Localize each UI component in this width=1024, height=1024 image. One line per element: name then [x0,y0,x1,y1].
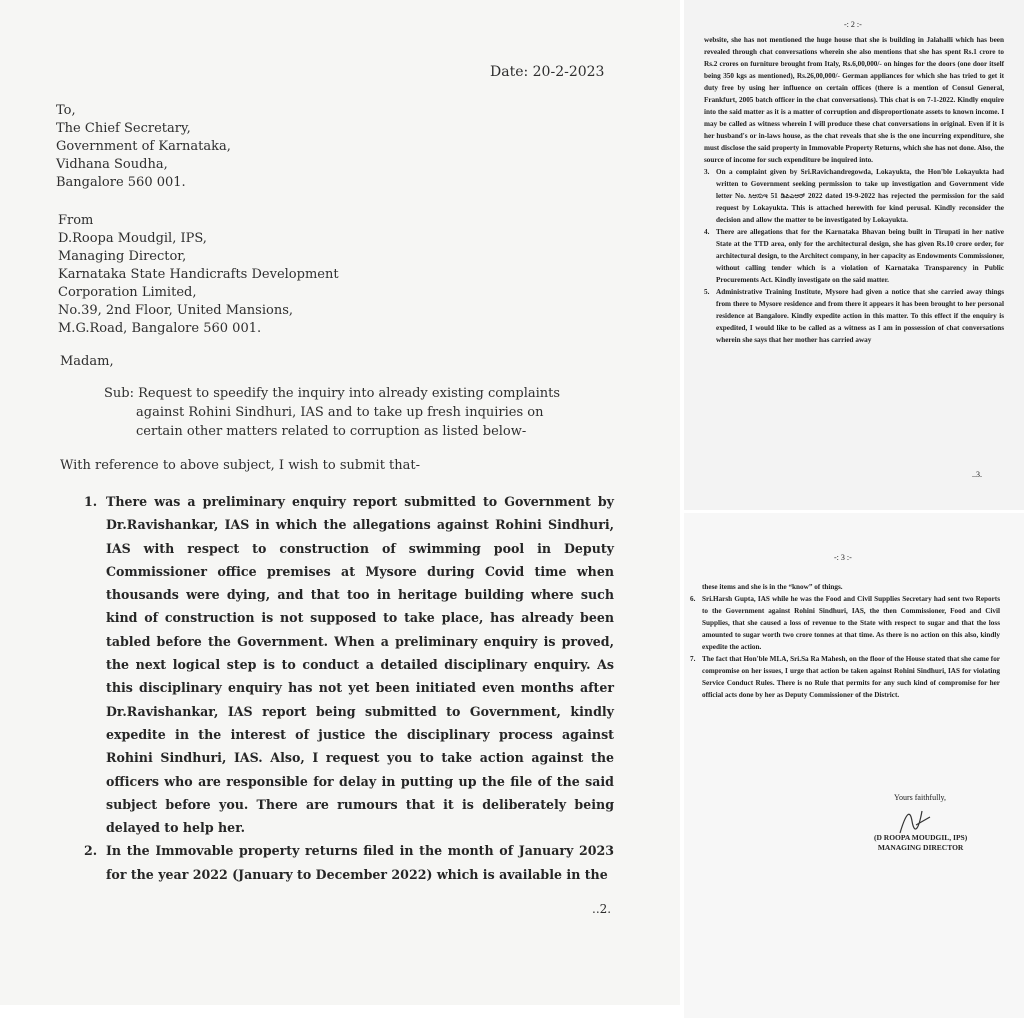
subject [104,384,564,441]
list-item [704,226,1004,286]
list-item [704,166,1004,226]
from-line: M.G.Road, Bangalore 560 001. [58,321,262,336]
point-text: In the Immovable property returns filed in the month of January 2023 for the year 2022 (January to December 2022) which is available in the [106,843,614,882]
list-item [690,653,1000,701]
continued-text: website, she has not mentioned the huge house that she is building in Jalahalli which has been revealed through chat conversations wherein she also mentions that she has spent Rs.1 crore to Rs.2 crores on furniture brought from Italy, Rs.6,00,000/- on hinges for the doors (one door itself being 350 kgs as mentioned), Rs.26,00,000/- German appliances for which she has tried to get it duty free by using her influence on certain offices (there is a mention of Consul General, Frankfurt, 2005 batch officer in the chat conversations). This chat is on 7-1-2022. Kindly enquire into the said matter as it is a matter of corruption and disproportionate assets to known income. I may be called as witness wherein I will produce these chat conversations in original. Even if it is her husband's or in-laws house, as the chat reveals that she is the one incurring expenditure, she must disclose the said property in Immovable Property Returns, which she has not done. Also, the source of income for such expenditure be inquired into. [704,36,1004,164]
from-line: From [58,213,94,228]
sender-address [58,212,339,338]
point-text: The fact that Hon'ble MLA, Sri.Sa Ra Mahesh, on the floor of the House stated that she came for compromise on her issues, I urge that action be taken against Rohini Sindhuri, IAS for violating Service Conduct Rules. There is no Rule that permits for any such kind of compromise for her official acts done by her as Deputy Commissioner of the District. [702,655,1000,699]
to-line: To, [56,103,76,118]
points-list [84,490,614,886]
letter-page-2 [684,0,1024,510]
point-text: On a complaint given by Sri.Ravichandregowda, Lokayukta, the Hon'ble Lokayukta had written to Government seeking permission to take up investigation and Government vide letter No. ಸಿಆಸುಇ 51 ಡಿಪಿಎಆರ್ 2022 dated 19-9-2022 has rejected the permission for the said request by Lokayukta. This is attached herewith for kind perusal. Kindly reconsider the decision and allow the matter to be investigated by Lokayukta. [716,168,1004,224]
point-number: 6. [690,595,696,603]
from-line: D.Roopa Moudgil, IPS, [58,231,207,246]
point-text: There was a preliminary enquiry report submitted to Government by Dr.Ravishankar, IAS in which the allegations against Rohini Sindhuri, IAS with respect to construction of swimming pool in Deputy Commissioner office premises at Mysore during Covid time when thousands were dying, and that too in heritage building where such kind of construction is not supposed to take place, has already been tabled before the Government. When a preliminary enquiry is proved, the next logical step is to conduct a detailed disciplinary enquiry. As this disciplinary enquiry has not yet been initiated even months after Dr.Ravishankar, IAS report being submitted to Government, kindly expedite in the interest of justice the disciplinary process against Rohini Sindhuri, IAS. Also, I request you to take action against the officers who are responsible for delay in putting up the file of the said subject before you. There are rumours that it is deliberately being delayed to help her. [106,494,614,836]
to-line: Government of Karnataka, [56,139,231,154]
next-page-marker: ..2. [592,902,612,916]
to-line: Vidhana Soudha, [56,157,168,172]
point-number: 7. [690,655,696,663]
next-page-marker: ..3. [972,470,982,479]
salutation: Madam, [60,354,114,369]
point-text: There are allegations that for the Karnataka Bhavan being built in Tirupati in her native State at the TTD area, only for the architectural design, she has given Rs.10 crore order, for architectural design, to the Architect company, in her capacity as Endowments Commissioner, without calling tender which is a violation of Karnataka Transparency in Public Procurements Act. Kindly investigate on the said matter. [716,228,1004,284]
point-text: Sri.Harsh Gupta, IAS while he was the Food and Civil Supplies Secretary had sent two Reports to the Government against Rohini Sindhuri, IAS, the then Commissioner, Food and Civil Supplies, that she caused a loss of revenue to the State with respect to sugar and that the loss amounted to sugar worth two crore tonnes at that time. As there is no action on this also, kindly expedite the action. [702,595,1000,651]
to-line: Bangalore 560 001. [56,175,186,190]
continued-text: these items and she is in the “know” of things. [702,583,843,591]
from-line: Managing Director, [58,249,187,264]
list-item [84,839,614,886]
signer-block [874,833,967,853]
point-number: 3. [704,168,710,176]
page-body [690,581,1000,701]
point-text: Administrative Training Institute, Mysore had given a notice that she carried away things from there to Mysore residence and from there it appears it has been brought to her personal residence at Bangalore. Kindly expedite action in this matter. To this effect if the enquiry is expedited, I would like to be called as a witness as I am in possession of chat conversations wherein she says that her mother has carried away [716,288,1004,344]
list-item [704,286,1004,346]
closing: Yours faithfully, [894,793,947,802]
list-item [84,490,614,839]
point-number: 1. [84,494,98,509]
from-line: Karnataka State Handicrafts Development [58,267,339,282]
letter-page-3 [684,513,1024,1018]
list-item [690,593,1000,653]
point-number: 4. [704,228,710,236]
letter-date: Date: 20-2-2023 [490,64,605,80]
signer-name: (D ROOPA MOUDGIL, IPS) [874,833,968,842]
subject-line: certain other matters related to corruption as listed below- [136,424,527,439]
page-header: -: 3 :- [834,553,852,562]
point-number: 2. [84,843,98,859]
from-line: No.39, 2nd Floor, United Mansions, [58,303,294,318]
point-number: 5. [704,288,710,296]
from-line: Corporation Limited, [58,285,197,300]
intro-text: With reference to above subject, I wish to submit that- [60,458,421,473]
to-line: The Chief Secretary, [56,121,191,136]
recipient-address [56,102,231,192]
page-body [704,34,1004,346]
page-header: -: 2 :- [844,20,862,29]
subject-line: against Rohini Sindhuri, IAS and to take up fresh inquiries on [136,405,544,420]
subject-line: Sub: Request to speedify the inquiry into already existing complaints [104,386,561,401]
signer-title: MANAGING DIRECTOR [877,843,964,852]
